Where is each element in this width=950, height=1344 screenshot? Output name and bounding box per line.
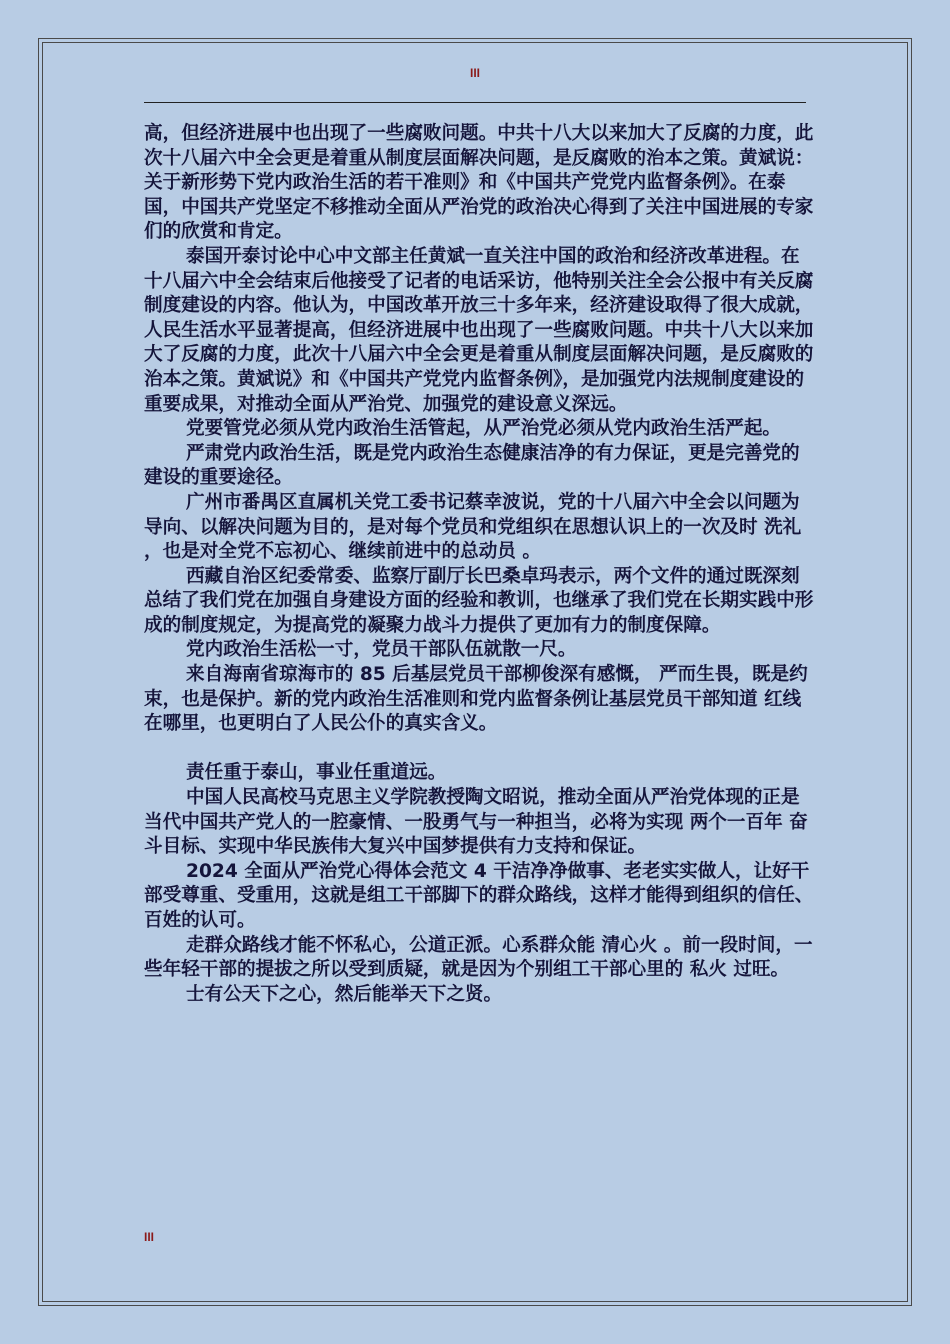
header-rule [144,102,806,103]
document-body [144,122,814,1007]
paragraph: 西藏自治区纪委常委、监察厅副厅长巴桑卓玛表示，两个文件的通过既深刻总结了我们党在加强自身建设方面的经验和教训，也继承了我们党在长期实践中形成的制度规定，为提高党的凝聚力战斗力提供了更加有力的制度保障。 [144,565,814,636]
paragraph: 走群众路线才能不怀私心，公道正派。心系群众能 清心火 。前一段时间，一些年轻干部的提拔之所以受到质疑，就是因为个别组工干部心里的 私火 过旺。 [144,934,813,981]
paragraph: 来自海南省琼海市的 85 后基层党员干部柳俊深有感慨， 严而生畏，既是约束，也是保护。新的党内政治生活准则和党内监督条例让基层党员干部知道 红线 在哪里，也更明白了人民公仆的真实含义。 [144,664,808,735]
paragraph: 泰国开泰讨论中心中文部主任黄斌一直关注中国的政治和经济改革进程。在十八届六中全会结束后他接受了记者的电话采访，他特别关注全会公报中有关反腐制度建设的内容。他认为，中国改革开放三十多年来，经济建设取得了很大成就，人民生活水平显著提高，但经济进展中也出现了一些腐败问题。中共十八大以来加大了反腐的力度，此次十八届六中全会更是着重从制度层面解决问题，是反腐败的治本之策。黄斌说》和《中国共产党党内监督条例》，是加强党内法规制度建设的重要成果，对推动全面从严治党、加强党的建设意义深远。 [144,245,814,415]
paragraph: 士有公天下之心，然后能举天下之贤。 [186,983,503,1005]
header-mark: III [469,66,480,80]
paragraph: 中国人民高校马克思主义学院教授陶文昭说，推动全面从严治党体现的正是当代中国共产党人的一腔豪情、一股勇气与一种担当，必将为实现 两个一百年 奋斗目标、实现中华民族伟大复兴中国梦提供有力支持和保证。 [144,787,808,858]
paragraph: 高，但经济进展中也出现了一些腐败问题。中共十八大以来加大了反腐的力度，此次十八届六中全会更是着重从制度层面解决问题，是反腐败的治本之策。黄斌说：关于新形势下党内政治生活的若干准则》和《中国共产党党内监督条例》。在泰国，中国共产党坚定不移推动全面从严治党的政治决心得到了关注中国进展的专家们的欣赏和肯定。 [144,123,814,243]
footer-mark: III [144,1230,155,1244]
paragraph: 2024 全面从严治党心得体会范文 4 干洁净净做事、老老实实做人，让好干部受尊重、受重用，这就是组工干部脚下的群众路线，这样才能得到组织的信任、百姓的认可。 [144,860,814,931]
paragraph: 党要管党必须从党内政治生活管起，从严治党必须从党内政治生活严起。 [186,418,782,440]
paragraph-spacer [144,737,814,762]
paragraph: 党内政治生活松一寸，党员干部队伍就散一尺。 [186,639,577,661]
paragraph: 广州市番禺区直属机关党工委书记蔡幸波说，党的十八届六中全会以问题为导向、以解决问题为目的，是对每个党员和党组织在思想认识上的一次及时 洗礼 ，也是对全党不忘初心、继续前进中的总动员 。 [144,491,802,563]
paragraph: 责任重于泰山，事业任重道远。 [186,762,447,784]
paragraph: 严肃党内政治生活，既是党内政治生态健康洁净的有力保证，更是完善党的建设的重要途径。 [144,442,800,489]
